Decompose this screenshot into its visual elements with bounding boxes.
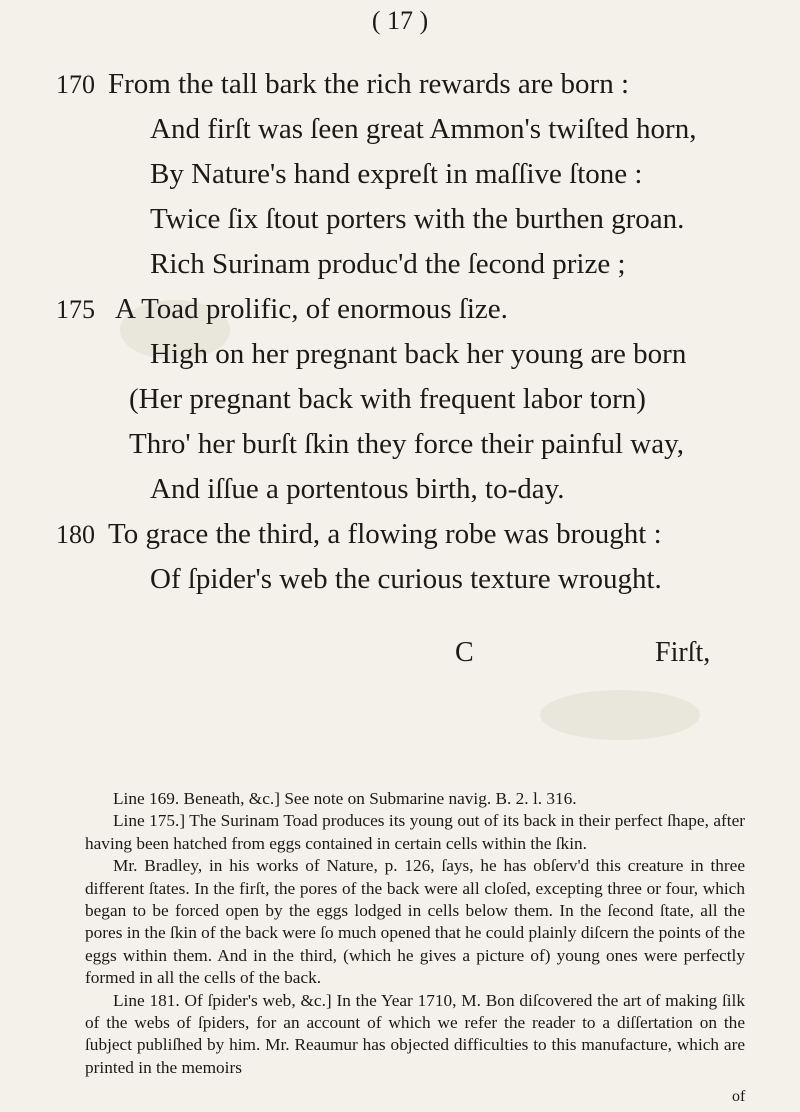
footnote: Line 175.] The Surinam Toad produces its young out of its back in their perfect ſhape, after having been hatched from eggs contained in certain cells within the ſkin.: [85, 811, 745, 853]
verse-text: By Nature's hand expreſt in maſſive ſtone :: [150, 158, 643, 190]
verse-text: A Toad prolific, of enormous ſize.: [115, 293, 508, 325]
verse-text: From the tall bark the rich rewards are born :: [108, 68, 630, 100]
verse-line: [0, 62, 800, 107]
verse-line: [0, 512, 800, 557]
catchword: Firſt,: [655, 637, 711, 668]
footnote: Line 181. Of ſpider's web, &c.] In the Year 1710, M. Bon diſcovered the art of making ſilk of the webs of ſpiders, for an account of which we refer the reader to a diſſertation on the ſubject publiſhed by him. Mr. Reaumur has objected difficulties to this manufacture, which are printed in the memoirs: [85, 990, 745, 1077]
verse-text: High on her pregnant back her young are born: [150, 338, 687, 370]
verse-line: [0, 557, 800, 602]
verse-text: And iſſue a portentous birth, to-day.: [150, 473, 565, 505]
page-footer-marks: [0, 637, 800, 677]
verse-text: Twice ſix ſtout porters with the burthen groan.: [150, 203, 685, 235]
verse-line: [0, 422, 800, 467]
verse-text: Of ſpider's web the curious texture wrought.: [150, 563, 662, 595]
line-number: 175: [56, 295, 95, 324]
verse-line: [0, 242, 800, 287]
page-number: ( 17 ): [371, 6, 429, 35]
verse-text: (Her pregnant back with frequent labor torn): [129, 383, 646, 415]
line-number: 180: [56, 520, 95, 549]
verse-line: [0, 287, 800, 332]
paper-stain: [540, 690, 700, 740]
footnote: Line 169. Beneath, &c.] See note on Submarine navig. B. 2. l. 316.: [113, 789, 577, 808]
verse-line: [0, 197, 800, 242]
verse-text: Rich Surinam produc'd the ſecond prize ;: [150, 248, 626, 280]
verse-text: To grace the third, a flowing robe was brought :: [108, 518, 662, 550]
footnote-catchword: of: [732, 1088, 746, 1105]
footnote: Mr. Bradley, in his works of Nature, p. 126, ſays, he has obſerv'd this creature in three different ſtates. In the firſt, the pores of the back were all cloſed, excepting three or four, which began to be forced open by the eggs lodged in cells below them. In the ſecond ſtate, all the pores in the ſkin of the back were ſo much opened that he could plainly diſcern the points of the eggs within them. And in the third, (which he gives a picture of) young ones were perfectly formed in all the cells of the back.: [85, 856, 745, 988]
signature-mark: C: [455, 637, 474, 668]
verse-block: [0, 62, 800, 602]
verse-text: And firſt was ſeen great Ammon's twiſted horn,: [150, 113, 697, 145]
verse-line: [0, 467, 800, 512]
line-number: 170: [56, 70, 95, 99]
verse-line: [0, 377, 800, 422]
verse-line: [0, 332, 800, 377]
verse-line: [0, 152, 800, 197]
verse-line: [0, 107, 800, 152]
footnotes: [85, 788, 745, 1079]
verse-text: Thro' her burſt ſkin they force their painful way,: [129, 428, 684, 460]
